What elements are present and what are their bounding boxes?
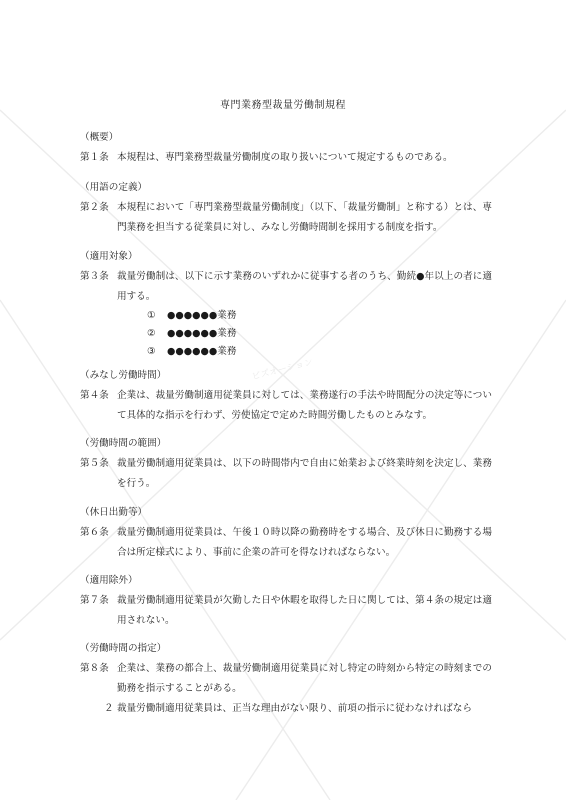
list-item: [147, 325, 492, 343]
article-text: 本規程において「専門業務型裁量労働制度」（以下、「裁量労働制」と称する）とは、専門業務を担当する従業員に対し、みなし労働時間制を採用する制度を指す。: [117, 202, 492, 233]
article-number: 第８条: [80, 663, 109, 674]
watermark-text: ビズオーション: [250, 357, 315, 383]
article-number: 第５条: [80, 458, 109, 469]
paragraph-text: 裁量労働制適用従業員は、正当な理由がない限り、前項の指示に従わなければなら: [117, 703, 472, 714]
article-number: 第１条: [80, 152, 109, 163]
article-4: [80, 386, 492, 426]
section-2: [80, 178, 492, 238]
article-1: [80, 148, 492, 168]
article-number: 第６条: [80, 527, 109, 538]
article-8: [80, 659, 492, 699]
section-heading: （休日出勤等）: [80, 507, 148, 518]
article-number: 第３条: [80, 271, 109, 282]
list-item-text: ●●●●●●業務: [167, 346, 237, 357]
section-heading: （みなし労働時間）: [80, 370, 167, 381]
section-6: [80, 503, 492, 563]
article-6: [80, 523, 492, 563]
article-number: 第４条: [80, 390, 109, 401]
section-heading: （労働時間の指定）: [80, 643, 167, 654]
section-heading: （概要）: [80, 132, 119, 143]
article-8-paragraph-2: [80, 699, 492, 719]
article-text: 本規程は、専門業務型裁量労働制度の取り扱いについて規定するものである。: [117, 152, 453, 163]
section-heading: （適用対象）: [80, 251, 138, 262]
list-item-mark: ①: [147, 310, 156, 321]
section-heading: （用語の定義）: [80, 182, 148, 193]
section-8: [80, 639, 492, 719]
section-7: [80, 571, 492, 631]
section-3: [80, 247, 492, 361]
article-number: 第７条: [80, 595, 109, 606]
section-4: [80, 366, 492, 426]
article-7: [80, 591, 492, 631]
article-text: 裁量労働制適用従業員は、午後１０時以降の勤務時をする場合、及び休日に勤務する場合は所定様式により、事前に企業の許可を得なければならない。: [117, 527, 492, 558]
list-item-mark: ②: [147, 328, 156, 339]
list-item-text: ●●●●●●業務: [167, 310, 237, 321]
section-1: [80, 128, 492, 168]
article-text: 企業は、裁量労働制適用従業員に対しては、業務遂行の手法や時間配分の決定等について具体的な指示を行わず、労使協定で定めた時間労働したものとみなす。: [117, 390, 492, 421]
business-list: [117, 307, 492, 361]
article-3: [80, 267, 492, 361]
document-title: 専門業務型裁量労働制規程: [220, 100, 346, 111]
article-number: 第２条: [80, 202, 109, 213]
section-heading: （適用除外）: [80, 575, 138, 586]
list-item: [147, 307, 492, 325]
article-5: [80, 454, 492, 494]
section-5: [80, 434, 492, 494]
list-item-mark: ③: [147, 346, 156, 357]
article-2: [80, 198, 492, 238]
list-item-text: ●●●●●●業務: [167, 328, 237, 339]
paragraph-number: ２: [104, 703, 114, 714]
list-item: [147, 343, 492, 361]
section-heading: （労働時間の範囲）: [80, 438, 167, 449]
article-text: 企業は、業務の都合上、裁量労働制適用従業員に対し特定の時刻から特定の時刻までの勤務を指示することがある。: [117, 663, 492, 694]
article-text: 裁量労働制適用従業員が欠勤した日や休暇を取得した日に関しては、第４条の規定は適用されない。: [117, 595, 492, 626]
article-text: 裁量労働制は、以下に示す業務のいずれかに従事する者のうち、勤続●年以上の者に適用する。: [117, 271, 492, 302]
article-text: 裁量労働制適用従業員は、以下の時間帯内で自由に始業および終業時刻を決定し、業務を行う。: [117, 458, 492, 489]
